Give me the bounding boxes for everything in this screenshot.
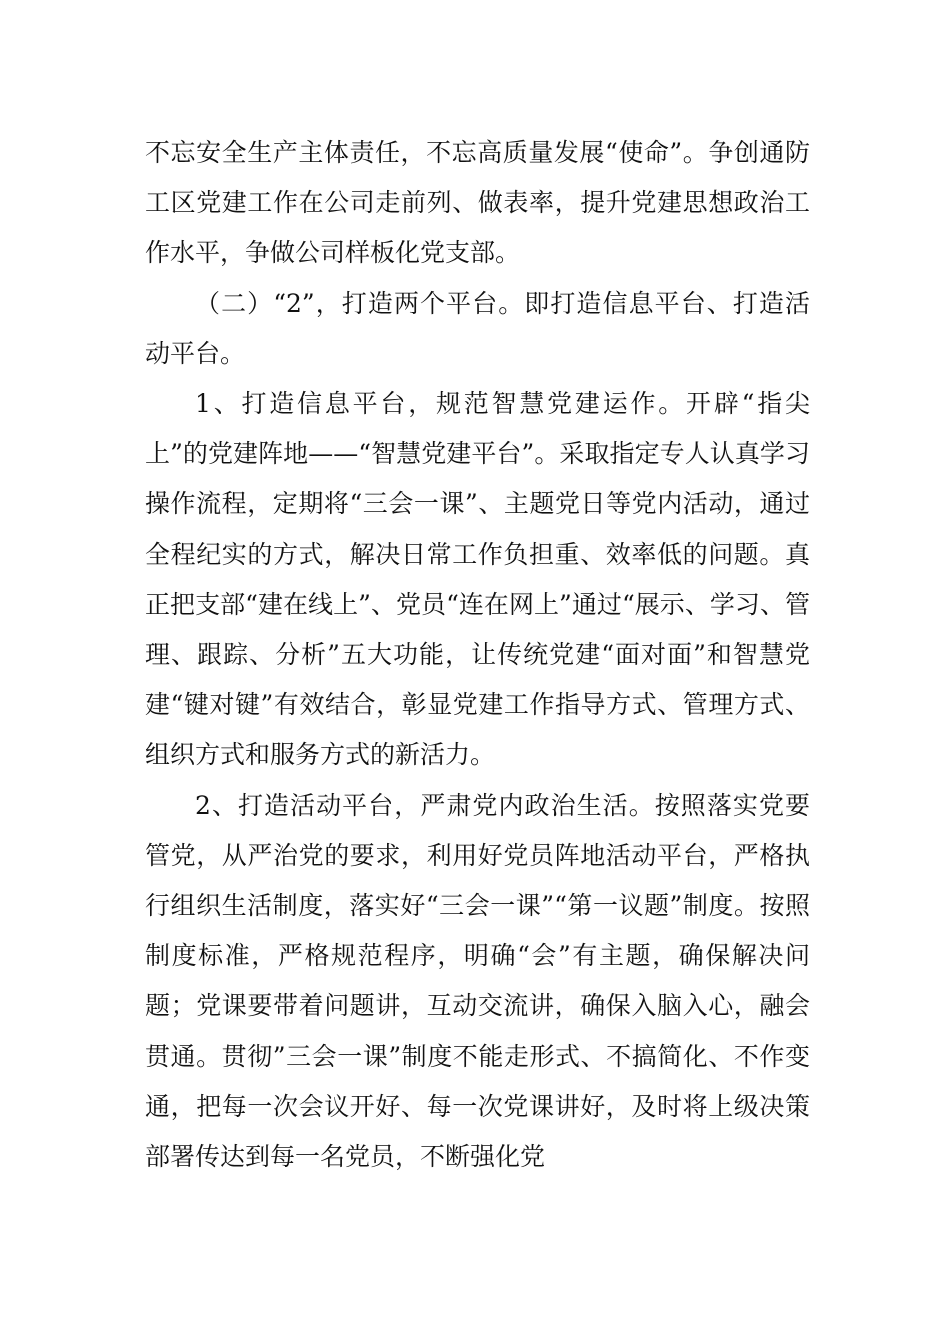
document-body [145, 128, 810, 1182]
paragraph-1: 不忘安全生产主体责任，不忘高质量发展“使命”。争创通防工区党建工作在公司走前列、做表率，提升党建思想政治工作水平，争做公司样板化党支部。 [145, 138, 810, 268]
paragraph-4: 2、打造活动平台，严肃党内政治生活。按照落实党要管党，从严治党的要求，利用好党员阵地活动平台，严格执行组织生活制度，落实好“三会一课”“第一议题”制度。按照制度标准，严格规范程序，明确“会”有主题，确保解决问题；党课要带着问题讲，互动交流讲，确保入脑入心，融会贯通。贯彻”三会一课”制度不能走形式、不搞简化、不作变通，把每一次会议开好、每一次党课讲好，及时将上级决策部署传达到每一名党员，不断强化党 [145, 790, 810, 1172]
paragraph-2: （二）“2”，打造两个平台。即打造信息平台、打造活动平台。 [145, 288, 810, 368]
paragraph-3: 1、打造信息平台，规范智慧党建运作。开辟“指尖上”的党建阵地——“智慧党建平台”。采取指定专人认真学习操作流程，定期将“三会一课”、主题党日等党内活动，通过全程纪实的方式，解决日常工作负担重、效率低的问题。真正把支部“建在线上”、党员“连在网上”通过“展示、学习、管理、跟踪、分析”五大功能，让传统党建“面对面”和智慧党建“键对键”有效结合，彰显党建工作指导方式、管理方式、组织方式和服务方式的新活力。 [145, 389, 810, 770]
